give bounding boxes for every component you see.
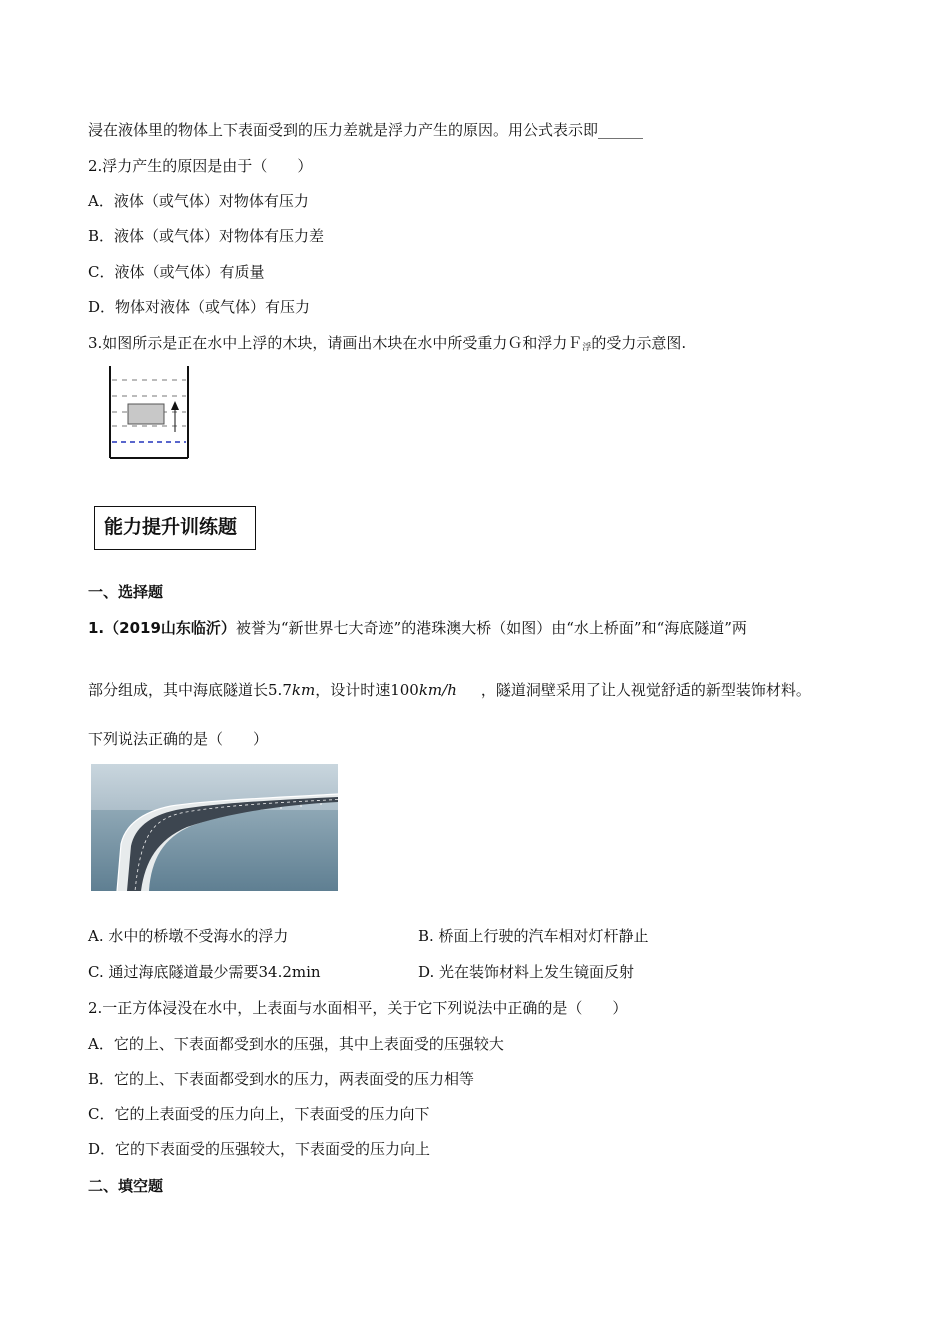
unit-kmh: km/h <box>418 681 457 699</box>
adv-question-1-option-b[interactable]: B. 桥面上行驶的汽车相对灯杆静止 <box>418 927 649 945</box>
adv-question-1-text-2a: 部分组成，其中海底隧道长5.7 <box>88 681 292 699</box>
answer-blank[interactable]: ______ <box>598 121 644 139</box>
beaker-diagram-icon <box>106 364 192 464</box>
adv-question-2-option-d[interactable]: D．它的下表面受的压强较大，下表面受的压力向上 <box>88 1140 431 1158</box>
question-2-option-d[interactable]: D．物体对液体（或气体）有压力 <box>88 298 311 316</box>
adv-question-1-source: 1.（2019山东临沂） <box>88 619 236 637</box>
question-3-text-a: 3.如图所示是正在水中上浮的木块，请画出木块在水中所受重力Ｇ和浮力Ｆ <box>88 334 583 352</box>
bridge-photo-icon <box>91 764 338 891</box>
adv-question-2-stem: 2.一正方体浸没在水中，上表面与水面相平，关于它下列说法中正确的是（ ） <box>88 999 628 1017</box>
question-3-text-b: 的受力示意图. <box>591 334 687 352</box>
adv-question-1-option-d[interactable]: D. 光在装饰材料上发生镜面反射 <box>418 963 635 981</box>
question-2-option-c[interactable]: C．液体（或气体）有质量 <box>88 263 265 281</box>
intro-text: 浸在液体里的物体上下表面受到的压力差就是浮力产生的原因。用公式表示即 <box>88 121 599 139</box>
adv-question-2-option-c[interactable]: C．它的上表面受的压力向上，下表面受的压力向下 <box>88 1105 430 1123</box>
adv-question-2-option-b[interactable]: B．它的上、下表面都受到水的压力，两表面受的压力相等 <box>88 1070 475 1088</box>
adv-question-1-text-2b: ，设计时速100 <box>315 681 419 699</box>
adv-question-1-line-1 <box>88 618 747 638</box>
question-2-option-a[interactable]: A．液体（或气体）对物体有压力 <box>88 192 309 210</box>
adv-question-1-line-3: 下列说法正确的是（ ） <box>88 730 269 748</box>
intro-line <box>88 120 643 140</box>
part-1-title: 一、选择题 <box>88 583 164 601</box>
adv-question-1-option-a[interactable]: A. 水中的桥墩不受海水的浮力 <box>88 927 289 945</box>
adv-question-1-text-2c: ，隧道洞壁采用了让人视觉舒适的新型装饰材料。 <box>480 681 811 699</box>
unit-km: km <box>291 681 316 699</box>
question-2-option-b[interactable]: B．液体（或气体）对物体有压力差 <box>88 227 325 245</box>
adv-question-1-option-c[interactable]: C. 通过海底隧道最少需要34.2min <box>88 963 321 981</box>
question-2-stem: 2.浮力产生的原因是由于（ ） <box>88 157 313 175</box>
adv-question-2-option-a[interactable]: A．它的上、下表面都受到水的压强，其中上表面受的压强较大 <box>88 1035 504 1053</box>
question-3-stem <box>88 333 686 358</box>
adv-question-1-text-1: 被誉为“新世界七大奇迹”的港珠澳大桥（如图）由“水上桥面”和“海底隧道”两 <box>235 619 747 637</box>
section-heading: 能力提升训练题 <box>94 506 256 550</box>
buoyancy-subscript: 浮 <box>582 343 592 353</box>
part-2-title: 二、填空题 <box>88 1177 164 1195</box>
adv-question-1-line-2 <box>88 680 811 700</box>
